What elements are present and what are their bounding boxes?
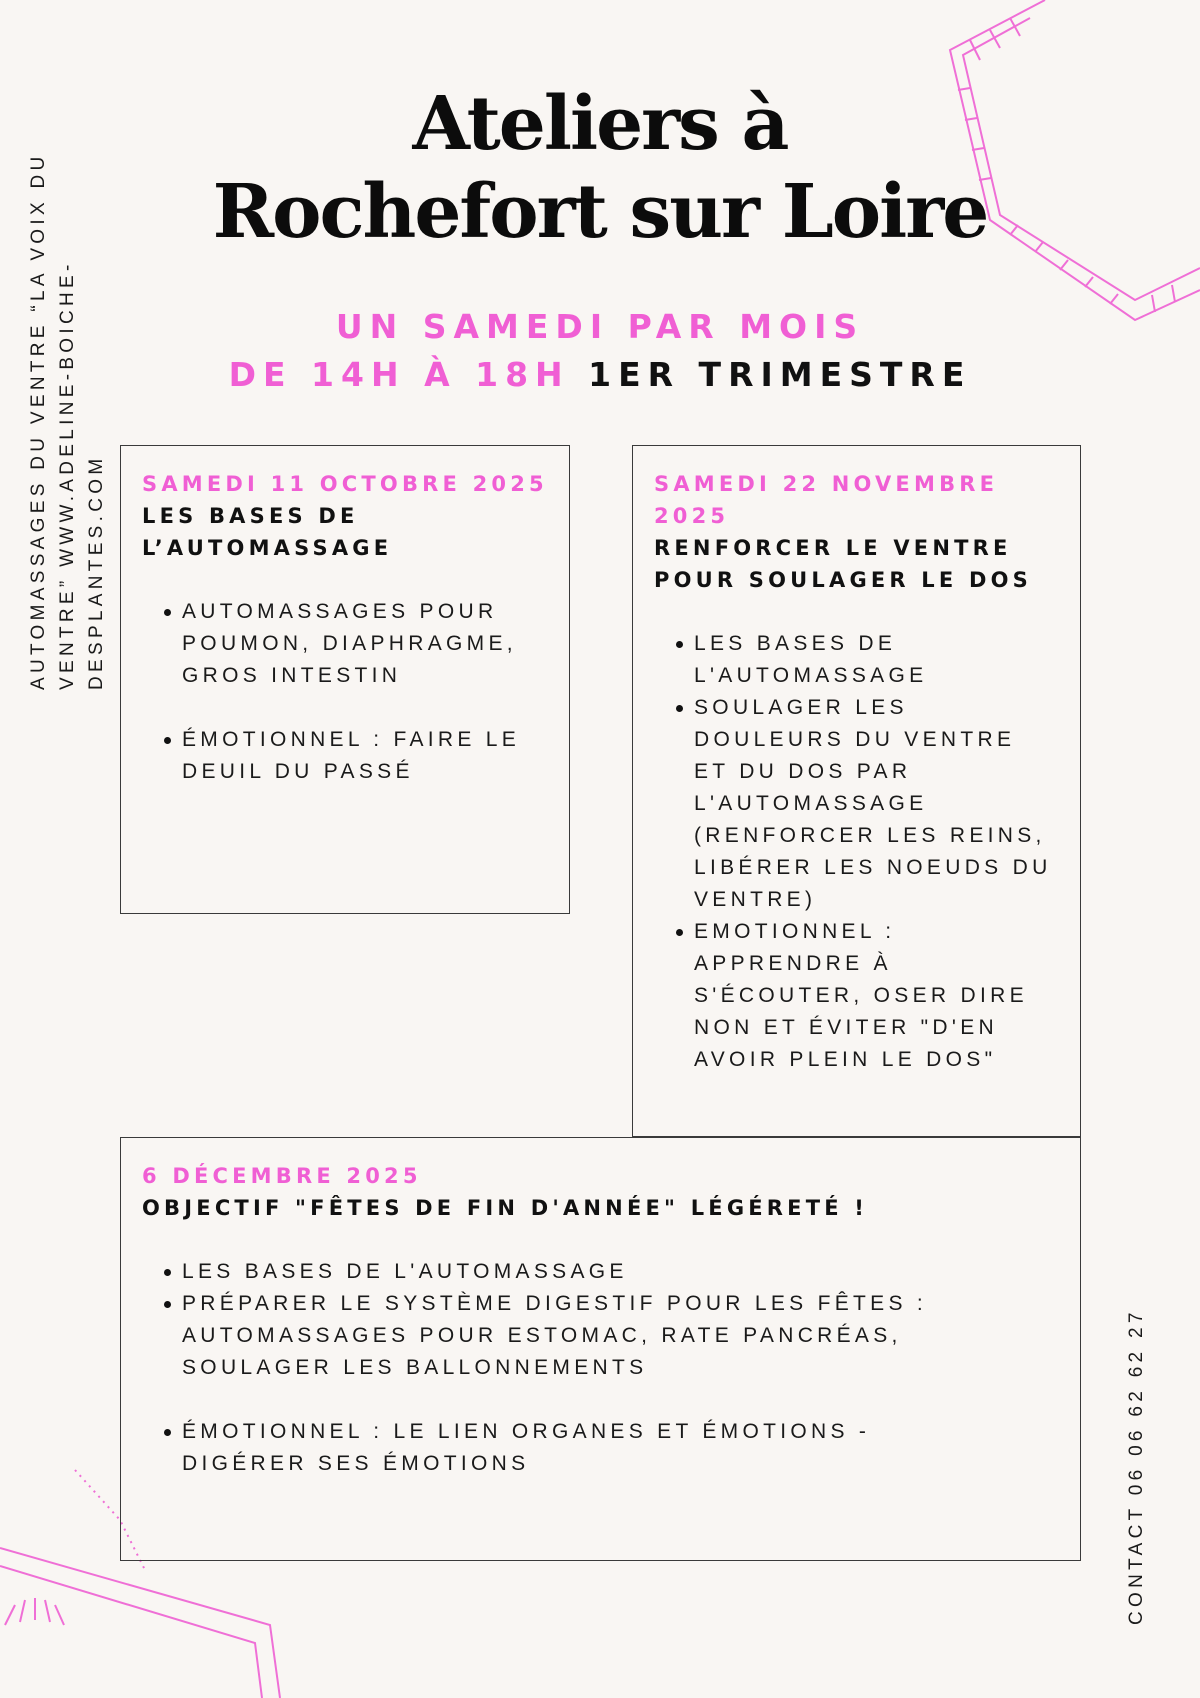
list-item: ÉMOTIONNEL : LE LIEN ORGANES ET ÉMOTIONS - DIGÉRER SES ÉMOTIONS xyxy=(182,1416,1000,1480)
list-item: EMOTIONNEL : APPRENDRE À S'ÉCOUTER, OSER DIRE NON ET ÉVITER "D'EN AVOIR PLEIN LE DOS" xyxy=(694,916,1060,1076)
list-item: ÉMOTIONNEL : FAIRE LE DEUIL DU PASSÉ xyxy=(182,724,549,788)
page-title xyxy=(200,80,1000,256)
title-line-1: Ateliers à xyxy=(412,81,788,167)
list-item: SOULAGER LES DOULEURS DU VENTRE ET DU DOS PAR L'AUTOMASSAGE (RENFORCER LES REINS, LIBÉRER LES NOEUDS DU VENTRE) xyxy=(694,692,1060,916)
subtitle-hours: DE 14H À 18H xyxy=(228,355,570,394)
subtitle-quarter: 1ER TRIMESTRE xyxy=(588,355,972,394)
card-date: 6 DÉCEMBRE 2025 xyxy=(142,1164,422,1188)
card-date: SAMEDI 22 NOVEMBRE 2025 xyxy=(654,472,999,528)
list-item: LES BASES DE L'AUTOMASSAGE xyxy=(182,1256,1000,1288)
card-title: RENFORCER LE VENTRE POUR SOULAGER LE DOS xyxy=(654,536,1032,592)
workshop-card-november xyxy=(632,445,1081,1137)
side-text-contact: CONTACT 06 06 62 62 27 xyxy=(1126,1308,1147,1625)
card-title: OBJECTIF "FÊTES DE FIN D'ANNÉE" LÉGÉRETÉ ! xyxy=(142,1196,869,1220)
card-bullet-list xyxy=(654,628,1060,1076)
list-item: AUTOMASSAGES POUR POUMON, DIAPHRAGME, GROS INTESTIN xyxy=(182,596,549,692)
side-text-website: AUTOMASSAGES DU VENTRE “LA VOIX DU VENTRE” WWW.ADELINE-BOICHE-DESPLANTES.COM xyxy=(28,152,107,690)
card-date: SAMEDI 11 OCTOBRE 2025 xyxy=(142,472,548,496)
card-bullet-list xyxy=(142,1256,1060,1480)
subtitle-frequency: UN SAMEDI PAR MOIS xyxy=(335,307,865,346)
list-item: LES BASES DE L'AUTOMASSAGE xyxy=(694,628,1060,692)
card-title: LES BASES DE L’AUTOMASSAGE xyxy=(142,504,393,560)
card-bullet-list xyxy=(142,596,549,788)
title-line-2: Rochefort sur Loire xyxy=(212,169,988,255)
list-item: PRÉPARER LE SYSTÈME DIGESTIF POUR LES FÊTES : AUTOMASSAGES POUR ESTOMAC, RATE PANCRÉAS, SOULAGER LES BALLONNEMENTS xyxy=(182,1288,1000,1384)
workshop-card-october xyxy=(120,445,570,914)
subtitle-schedule xyxy=(100,355,1100,394)
workshop-card-december xyxy=(120,1137,1081,1561)
